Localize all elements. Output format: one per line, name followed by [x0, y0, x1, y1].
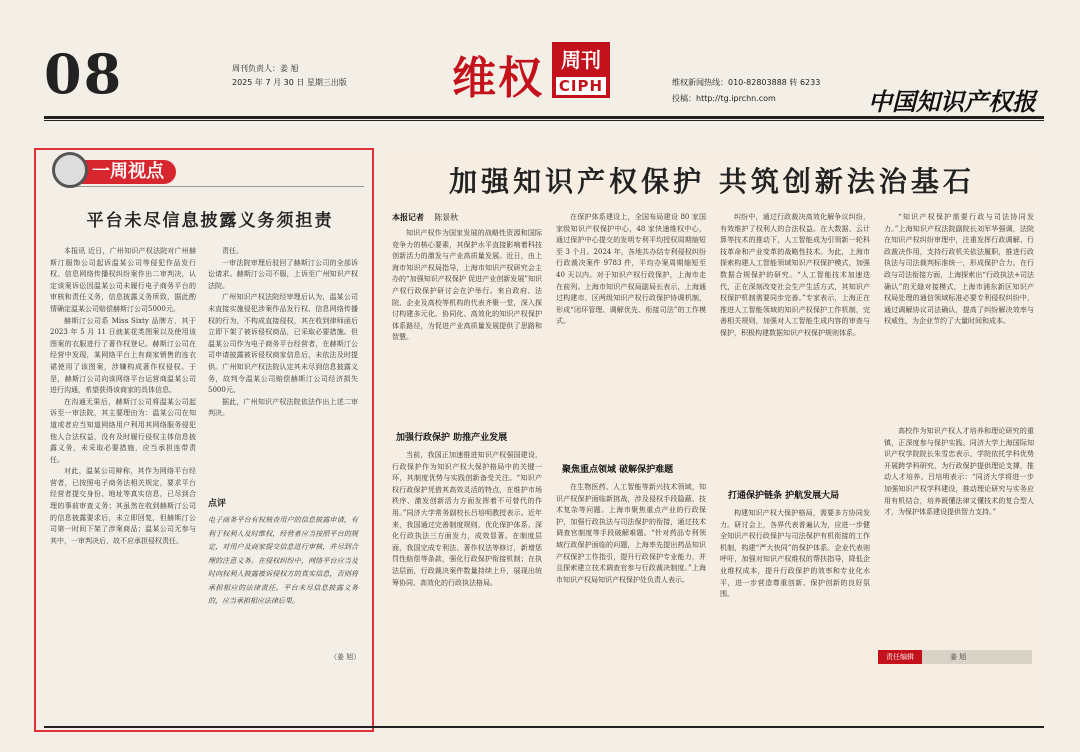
column-logo-label: 一周视点 [74, 160, 176, 184]
section-box [552, 42, 610, 98]
logo-underline [74, 186, 364, 187]
subhead-3: 打通保护链条 护航发展大局 [728, 491, 840, 501]
paragraph: 在沟通无果后，赫斯汀公司将温某公司起诉至一审法院，其主要理由为：温某公司在知道或者应当知道网络用户利用其网络服务侵犯他人合法权益，没有及时履行侵权主体信息披露义务，未采取必要措施，应当承担连带责任。 [50, 397, 196, 464]
sidebar-col-1 [50, 246, 196, 716]
page-number: 08 [44, 42, 124, 106]
paragraph: 对此，温某公司辩称，其作为网络平台经营者，已按照电子商务法相关规定，要求平台经营者提交身份、地址等真实信息，已尽到合理的事前审查义务；其虽然在收到赫斯汀公司的信息披露要求后，未立即回复，但赫斯汀公司第一时间下架了涉案商品；温某公司无参与其中，一审判决后，故不应承担侵权责任。 [50, 467, 196, 545]
footer-rule [44, 726, 1044, 728]
byline-name: 陈景秋 [434, 213, 459, 222]
magnifier-icon [52, 152, 88, 188]
editor-line: 周刊负责人：姜 旭 [232, 64, 299, 73]
main-col-4-top [884, 212, 1034, 422]
sidebar-title: 平台未尽信息披露义务须担责 [86, 211, 334, 231]
sidebar-col-2 [208, 246, 358, 486]
section-masthead [446, 38, 614, 102]
date-line: 2025 年 7 月 30 日 星期三出版 [232, 78, 347, 87]
main-col-3-bottom [720, 508, 870, 716]
main-col-1-top [392, 228, 542, 424]
responsible-editor-tag: 责任编辑 [878, 650, 922, 664]
comment-signature: （姜 旭） [330, 653, 361, 661]
main-col-4-bottom [884, 426, 1034, 642]
paragraph: 据此，广州知识产权法院依法作出上述二审判决。 [208, 397, 358, 418]
section-box-text: 周刊 [561, 48, 601, 72]
byline-label: 本报记者 [392, 213, 424, 222]
submission-url: 投稿：http://tg.iprchn.com [672, 94, 776, 103]
comment-text: 电子商务平台有权核查用户的信息披露申请，有利于权利人及时维权，经营者应当按照平台的规定，对用户及商家提交信息进行审核，并尽到合理的注意义务。在侵权纠纷中，网络平台应当及时向权利人披露被诉侵权方的真实信息，否则将承担相应的法律责任。平台未尽信息披露义务的，应当承担相应法律后果。 [208, 516, 358, 605]
paragraph: 纠纷中，通过行政裁决高效化解争议纠纷，有效维护了权利人的合法权益。在大数据、云计算等技术的推动下，人工智能成为引领新一轮科技革命和产业变革的战略性技术。为此，上海市探索构建人工智能领域知识产权保护模式，加强数据合规保护的研究。“人工智能技术加速迭代，正在深刻改变社会生产生活方式，其知识产权保护机制需要同步完善。”专家表示，上海正在推进人工智能领域的知识产权保护工作机制，完善相关规则，加强对人工智能生成内容的审查与保护，积极构建数据知识产权保护规则体系。 [720, 213, 870, 337]
hotline: 维权新闻热线：010-82803888 转 6233 [672, 78, 821, 87]
paragraph: 赫斯汀公司系 Miss Sixty 品牌方，其于 2023 年 5 月 11 日就某花类图案以及使用该图案的衣服进行了著作权登记。赫斯汀公司在经营中发现，某网络平台上有商家销售的连衣裙使用了该图案，涉嫌构成著作权侵权。于是，赫斯汀公司向该网络平台运营商温某公司进行沟通，希望获得该商家的具体信息。 [50, 316, 196, 395]
paragraph: “知识产权保护需要行政与司法协同发力。”上海知识产权法院副院长刘军华强调，法院在知识产权纠纷审理中，注重发挥行政调解、行政裁决作用，支持行政机关依法履职，推进行政执法与司法裁判标准统一，形成保护合力。在行政与司法衔接方面，上海探索出“行政执法+司法确认”的无缝对接模式，上海市浦东新区知识产权局处理的通信领域标准必要专利侵权纠纷中，通过调解协议司法确认，提高了纠纷解决效率与权威性，为企业节约了大量时间和成本。 [884, 213, 1034, 326]
header-rule [44, 116, 1044, 119]
main-col-1-bottom [392, 450, 542, 716]
paragraph: 高校作为知识产权人才培养和理论研究的重镇，正深度参与保护实践。同济大学上海国际知识产权学院院长朱雪忠表示，学院依托学科优势开展跨学科研究，为行政保护提供理论支撑，推动人才培养。吕培明表示：“同济大学将进一步加强知识产权学科建设，推动理论研究与实务应用有机结合，培养既懂法律又懂技术的复合型人才，为保护体系建设提供智力支持。” [884, 427, 1034, 517]
subhead-2: 聚焦重点领域 破解保护难题 [562, 465, 674, 475]
comment-label: 点评 [208, 499, 227, 509]
paragraph: 当前，我国正加速推进知识产权强国建设，行政保护作为知识产权大保护格局中的关键一环，其制度优势与实践创新备受关注。“知识产权行政保护凭借其高效灵活的特点，在维护市场秩序、激发创新活力方面发挥着不可替代的作用。”同济大学常务副校长吕培明教授表示。近年来，我国通过完善制度规则、优化保护体系、深化行政执法三方面发力，成效显著。在制度层面，我国完成专利法、著作权法等修订，新增惩罚性赔偿等条款，强化行政保护衔接机制；在执法层面，行政裁决案件数量持续上升，展现出统筹协同、高效化的行政执法格局。 [392, 451, 542, 587]
byline [392, 212, 458, 223]
paragraph: 在保护体系建设上，全国布局建设 80 家国家级知识产权保护中心，48 家快速维权中心，通过保护中心提交的发明专利平均授权周期缩短至 3 个月。2024 年，各地共办结专利侵权纠纷行政裁决案件 9783 件，平均办案周期缩短至 40 天以内。对于知识产权行政保护，上海市走在前列。上海市知识产权局副局长表示，上海通过构建市、区两级知识产权行政保护协调机制，形成“闭环管理、调解优先、衔接司法”的工作模式。 [556, 213, 706, 326]
column-logo [48, 152, 364, 190]
paragraph: 责任。 [222, 247, 243, 255]
responsible-editor-name: 姜 旭 [922, 650, 1032, 664]
newspaper-name: 中国知识产权报 [868, 87, 1036, 116]
paragraph: 本报讯 近日，广州知识产权法院对广州赫斯汀服饰公司起诉温某公司等侵犯作品发行权、信息网络传播权纠纷案作出二审判决，认定该案诉讼因温某公司未履行电子商务平台的审核和责任义务，信息披露义务所致，据此酌情确定温某公司赔偿赫斯汀公司5000元。 [50, 247, 196, 313]
header-rule-thin [44, 120, 1044, 121]
main-headline: 加强知识产权保护 共筑创新法治基石 [449, 165, 975, 198]
main-col-2-bottom [556, 482, 706, 716]
section-title: 维权 [452, 53, 544, 104]
main-col-3-top [720, 212, 870, 462]
paragraph: 构建知识产权大保护格局，需要多方协同发力。研讨会上，各界代表普遍认为，应进一步健全知识产权行政保护与司法保护有机衔接的工作机制，构建“严大快同”的保护体系。企业代表则呼吁，加强对知识产权维权的帮扶指导，降低企业维权成本，提升行政保护的效率和专业化水平，进一步营造尊重创新、保护创新的良好氛围。 [720, 509, 870, 599]
subhead-1: 加强行政保护 助推产业发展 [396, 433, 508, 443]
paragraph: 广州知识产权法院经审理后认为，温某公司未直接实施侵犯涉案作品发行权、信息网络传播权的行为，不构成直接侵权，其在收到律师函后立即下架了被诉侵权商品，已采取必要措施。但温某公司作为电子商务平台经营者，在赫斯汀公司申请披露被诉侵权商家信息后，未依法及时提供。广州知识产权法院认定其未尽到信息披露义务，故判令温某公司赔偿赫斯汀公司经济损失5000元。 [208, 293, 358, 395]
paragraph: 知识产权作为国家发展的战略性资源和国际竞争力的核心要素，其保护水平直接影响着科技创新活力的激发与产业高质量发展。近日，由上海市知识产权局指导，上海市知识产权研究会主办的“加强知识产权保护 促进产业创新发展”知识产权行政保护研讨会在沪举行。来自政府、法院、企业及高校等机构的代表齐聚一堂，深入探讨构建多元化、协同化、高效化的知识产权保护体系路径，为促进产业高质量发展提供了思路和智慧。 [392, 229, 542, 342]
paragraph: 在生物医药、人工智能等新兴技术领域，知识产权保护面临新挑战，涉及侵权手段隐蔽、技术复杂等问题。上海市聚焦重点产业的行政保护，加强行政执法与司法保护的衔接，通过技术调查官制度等手段破解难题。“针对药品专利领域行政保护面临的问题，上海率先提出药品知识产权保护工作指引，提升行政保护专业能力，并且探索建立技术调查官参与行政裁决制度。”上海市知识产权局知识产权保护处负责人表示。 [556, 483, 706, 584]
main-col-2-top [556, 212, 706, 450]
paragraph: 一审法院审理后驳回了赫斯汀公司的全部诉讼请求。赫斯汀公司不服，上诉至广州知识产权法院。 [208, 258, 358, 290]
section-box-brand: CIPH [556, 77, 606, 95]
